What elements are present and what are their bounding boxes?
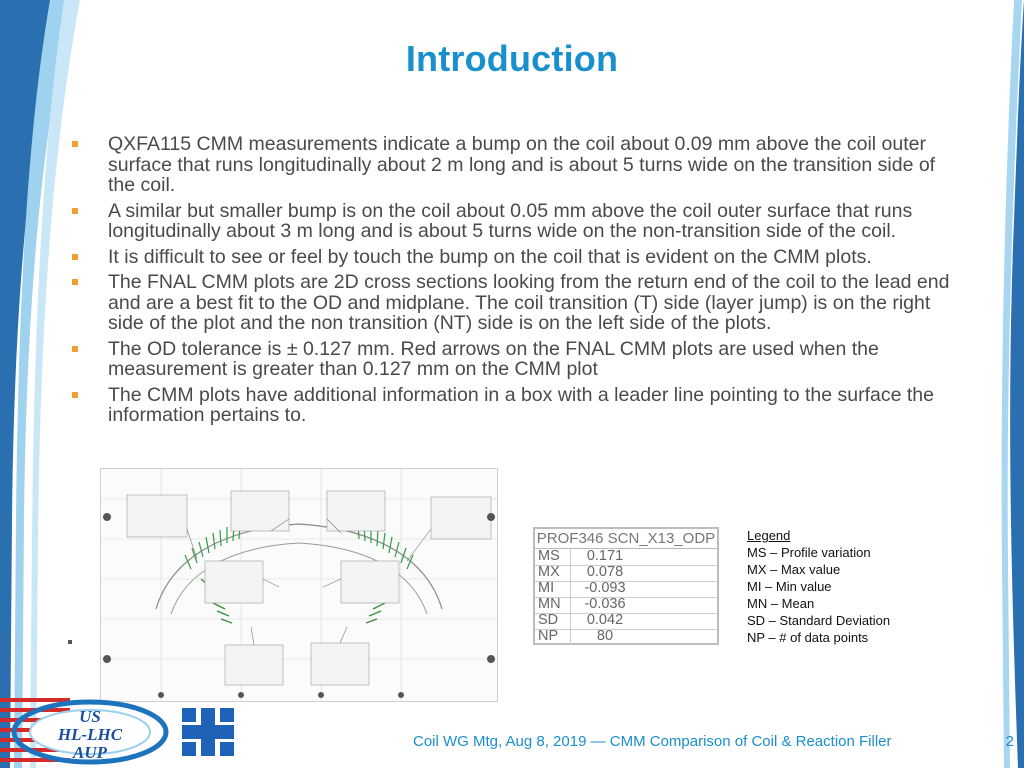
bullet-item xyxy=(70,272,960,334)
legend-heading: Legend xyxy=(747,528,791,543)
stray-dot xyxy=(68,640,72,644)
bullet-list xyxy=(70,134,960,431)
row-key: MI xyxy=(535,581,571,597)
bullet-text: The OD tolerance is ± 0.127 mm. Red arrows on the FNAL CMM plots are used when the measurement is greater than 0.127 mm on the CMM plot xyxy=(108,337,879,380)
bullet-text: The FNAL CMM plots are 2D cross sections looking from the return end of the coil to the lead end and are a best fit to the OD and midplane. The coil transition (T) side (layer jump) is on the right side of the plot and the non transition (NT) side is on the left side of the plots. xyxy=(108,271,950,334)
row-key: MN xyxy=(535,597,571,613)
right-decorative-swoosh xyxy=(984,0,1024,768)
table-row xyxy=(535,565,717,582)
row-value: 0.171 xyxy=(586,548,624,564)
cmm-cross-section-plot xyxy=(100,468,498,702)
legend xyxy=(747,527,890,646)
legend-item: MX – Max value xyxy=(747,562,841,577)
row-key: NP xyxy=(535,629,571,645)
bullet-item xyxy=(70,134,960,196)
profile-table-header: PROF346 SCN_X13_ODP xyxy=(536,530,716,547)
bullet-square-icon xyxy=(72,392,78,398)
svg-text:AUP: AUP xyxy=(73,743,107,762)
table-row xyxy=(535,597,717,614)
legend-item: MN – Mean xyxy=(747,596,815,611)
bullet-item xyxy=(70,247,960,268)
table-row xyxy=(535,549,717,566)
bullet-item xyxy=(70,339,960,380)
legend-item: SD – Standard Deviation xyxy=(747,613,891,628)
bullet-text: QXFA115 CMM measurements indicate a bump on the coil about 0.09 mm above the coil outer surface that runs longitudinally about 2 m long and is about 5 turns wide on the transition side of the coil. xyxy=(108,133,936,196)
row-value: -0.093 xyxy=(584,580,626,596)
bullet-item xyxy=(70,201,960,242)
row-key: MX xyxy=(535,565,571,581)
row-value: 0.078 xyxy=(586,564,624,580)
row-key: MS xyxy=(535,549,571,565)
bullet-square-icon xyxy=(72,141,78,147)
bullet-square-icon xyxy=(72,254,78,260)
row-value: -0.036 xyxy=(584,596,626,612)
svg-text:HL-LHC: HL-LHC xyxy=(57,725,123,744)
fermilab-logo xyxy=(178,704,238,760)
bullet-text: A similar but smaller bump is on the coil about 0.05 mm above the coil outer surface that runs longitudinally about 3 m long and is about 5 turns wide on the non-transition side of the coil. xyxy=(108,199,913,242)
legend-item: MS – Profile variation xyxy=(747,545,871,560)
slide-title: Introduction xyxy=(405,38,619,79)
table-row xyxy=(535,629,717,645)
svg-text:US: US xyxy=(79,707,101,726)
legend-item: NP – # of data points xyxy=(747,630,869,645)
bullet-text: It is difficult to see or feel by touch the bump on the coil that is evident on the CMM plots. xyxy=(108,245,872,268)
left-decorative-swoosh xyxy=(0,0,80,768)
profile-data-table xyxy=(533,527,719,645)
table-row xyxy=(535,613,717,630)
row-value: 80 xyxy=(596,628,614,644)
bullet-item xyxy=(70,385,960,426)
bullet-square-icon xyxy=(72,279,78,285)
bullet-square-icon xyxy=(72,208,78,214)
row-key: SD xyxy=(535,613,571,629)
legend-item: MI – Min value xyxy=(747,579,832,594)
bullet-text: The CMM plots have additional information in a box with a leader line pointing to the surface the information pertains to. xyxy=(108,383,934,426)
us-hl-lhc-aup-logo xyxy=(0,694,178,768)
page-number: 2 xyxy=(1005,733,1014,750)
slide-footer: Coil WG Mtg, Aug 8, 2019 — CMM Comparison of Coil & Reaction Filler xyxy=(413,733,892,750)
table-row xyxy=(535,581,717,598)
row-value: 0.042 xyxy=(586,612,624,628)
bullet-square-icon xyxy=(72,346,78,352)
